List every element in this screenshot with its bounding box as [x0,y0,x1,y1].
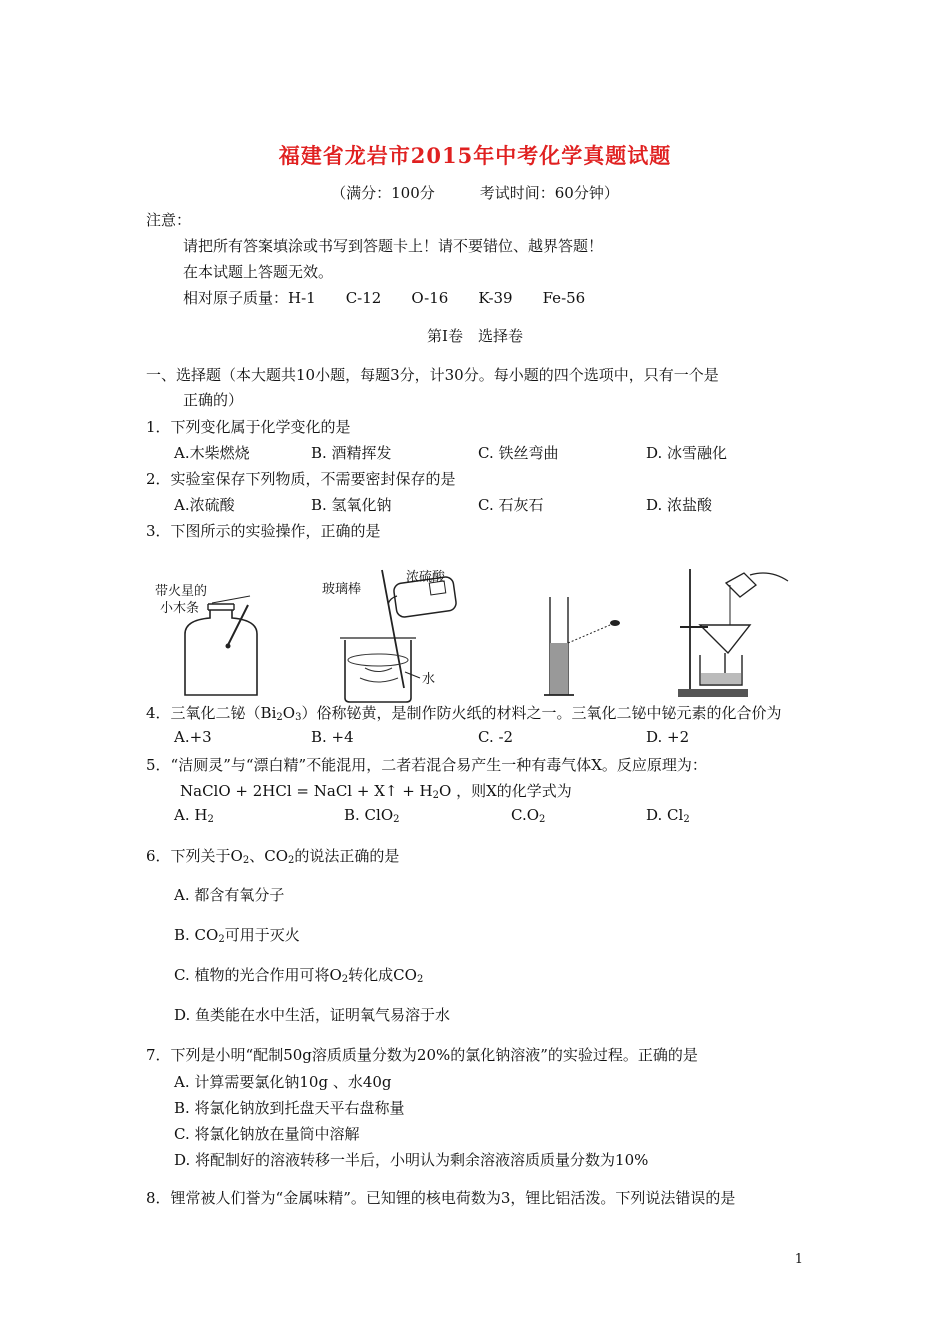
option: D. +2 [646,728,690,746]
option: D. 浓盐酸 [646,496,713,514]
exam-info: （满分：100分 考试时间：60分钟） [331,184,619,202]
option: B. $CO_2$可用于灭火 [174,926,300,945]
question-stem: 2．实验室保存下列物质，不需要密封保存的是 [146,470,456,488]
option: B. 酒精挥发 [311,444,392,462]
question-stem: 5．“洁厕灵”与“漂白精”不能混用，二者若混合易产生一种有毒气体X。反应原理为： [146,756,707,774]
option: A.+3 [174,728,212,746]
option: A. 都含有氧分子 [174,886,285,904]
section-heading-cont: 正确的） [183,391,244,409]
question-stem: 3．下图所示的实验操作，正确的是 [146,522,381,540]
option: C. 石灰石 [478,496,544,514]
option: B. ClO$_2$ [344,806,400,825]
figure-cylinder [540,595,640,709]
section-heading: 一、选择题（本大题共10小题，每题3分，计30分。每小题的四个选项中，只有一个是 [146,366,719,384]
equation: NaClO + 2HCl = NaCl + X↑ + $H_2O$ ，则X的化学式为 [180,782,572,801]
question-stem: 4．三氧化二铋$(Bi_2O_3)$俗称铋黄，是制作防火纸的材料之一。三氧化二铋中铋元素的化合价为 [146,704,782,723]
option: A. 计算需要氯化钠10g 、水40g [174,1073,392,1091]
label-conc-acid: 浓硫酸 [406,570,446,585]
question-stem: 1．下列变化属于化学变化的是 [146,418,351,436]
question-stem: 8．锂常被人们誉为“金属味精”。已知锂的核电荷数为3，锂比铝活泼。下列说法错误的是 [146,1189,736,1207]
option: A.浓硫酸 [174,496,235,514]
page-title: 福建省龙岩市2015年中考化学真题试题 [278,143,672,168]
option: D. 将配制好的溶液转移一半后，小明认为剩余溶液溶质质量分数为10% [174,1151,649,1169]
label-water: 水 [422,672,436,687]
page-number: 1 [794,1252,803,1267]
option: C. 将氯化钠放在量筒中溶解 [174,1125,360,1143]
option: A. $H_2$ [174,806,214,825]
option: B. 氢氧化钠 [311,496,392,514]
label-splint: 带火星的 [155,584,208,599]
option: D. 鱼类能在水中生活，证明氧气易溶于水 [174,1006,451,1024]
question-stem: 7．下列是小明“配制50g溶质质量分数为20%的氯化钠溶液”的实验过程。正确的是 [146,1046,698,1064]
label-glass-rod: 玻璃棒 [322,582,362,597]
notice-line: 在本试题上答题无效。 [183,263,334,281]
notice-label: 注意： [146,211,192,229]
option: B. +4 [311,728,354,746]
notice-line: 相对原子质量：H-1 C-12 O-16 K-39 Fe-56 [183,289,586,307]
option: D. 冰雪融化 [646,444,728,462]
option: C. -2 [478,728,514,746]
option: B. 将氯化钠放到托盘天平右盘称量 [174,1099,405,1117]
option: D. $Cl_2$ [646,806,690,825]
label-splint: 小木条 [160,601,200,616]
option: C. 铁丝弯曲 [478,444,559,462]
option: $C.O_2$ [511,806,546,825]
notice-line: 请把所有答案填涂或书写到答题卡上！请不要错位、越界答题！ [183,237,604,255]
option: A.木柴燃烧 [174,444,250,462]
option: C. 植物的光合作用可将$O_2$转化成$CO_2$ [174,966,424,985]
figure-filtration [670,565,800,709]
question-stem: 6．下列关于$O_2$、$CO_2$的说法正确的是 [146,847,400,866]
part-title: 第Ⅰ卷 选择卷 [427,327,523,345]
